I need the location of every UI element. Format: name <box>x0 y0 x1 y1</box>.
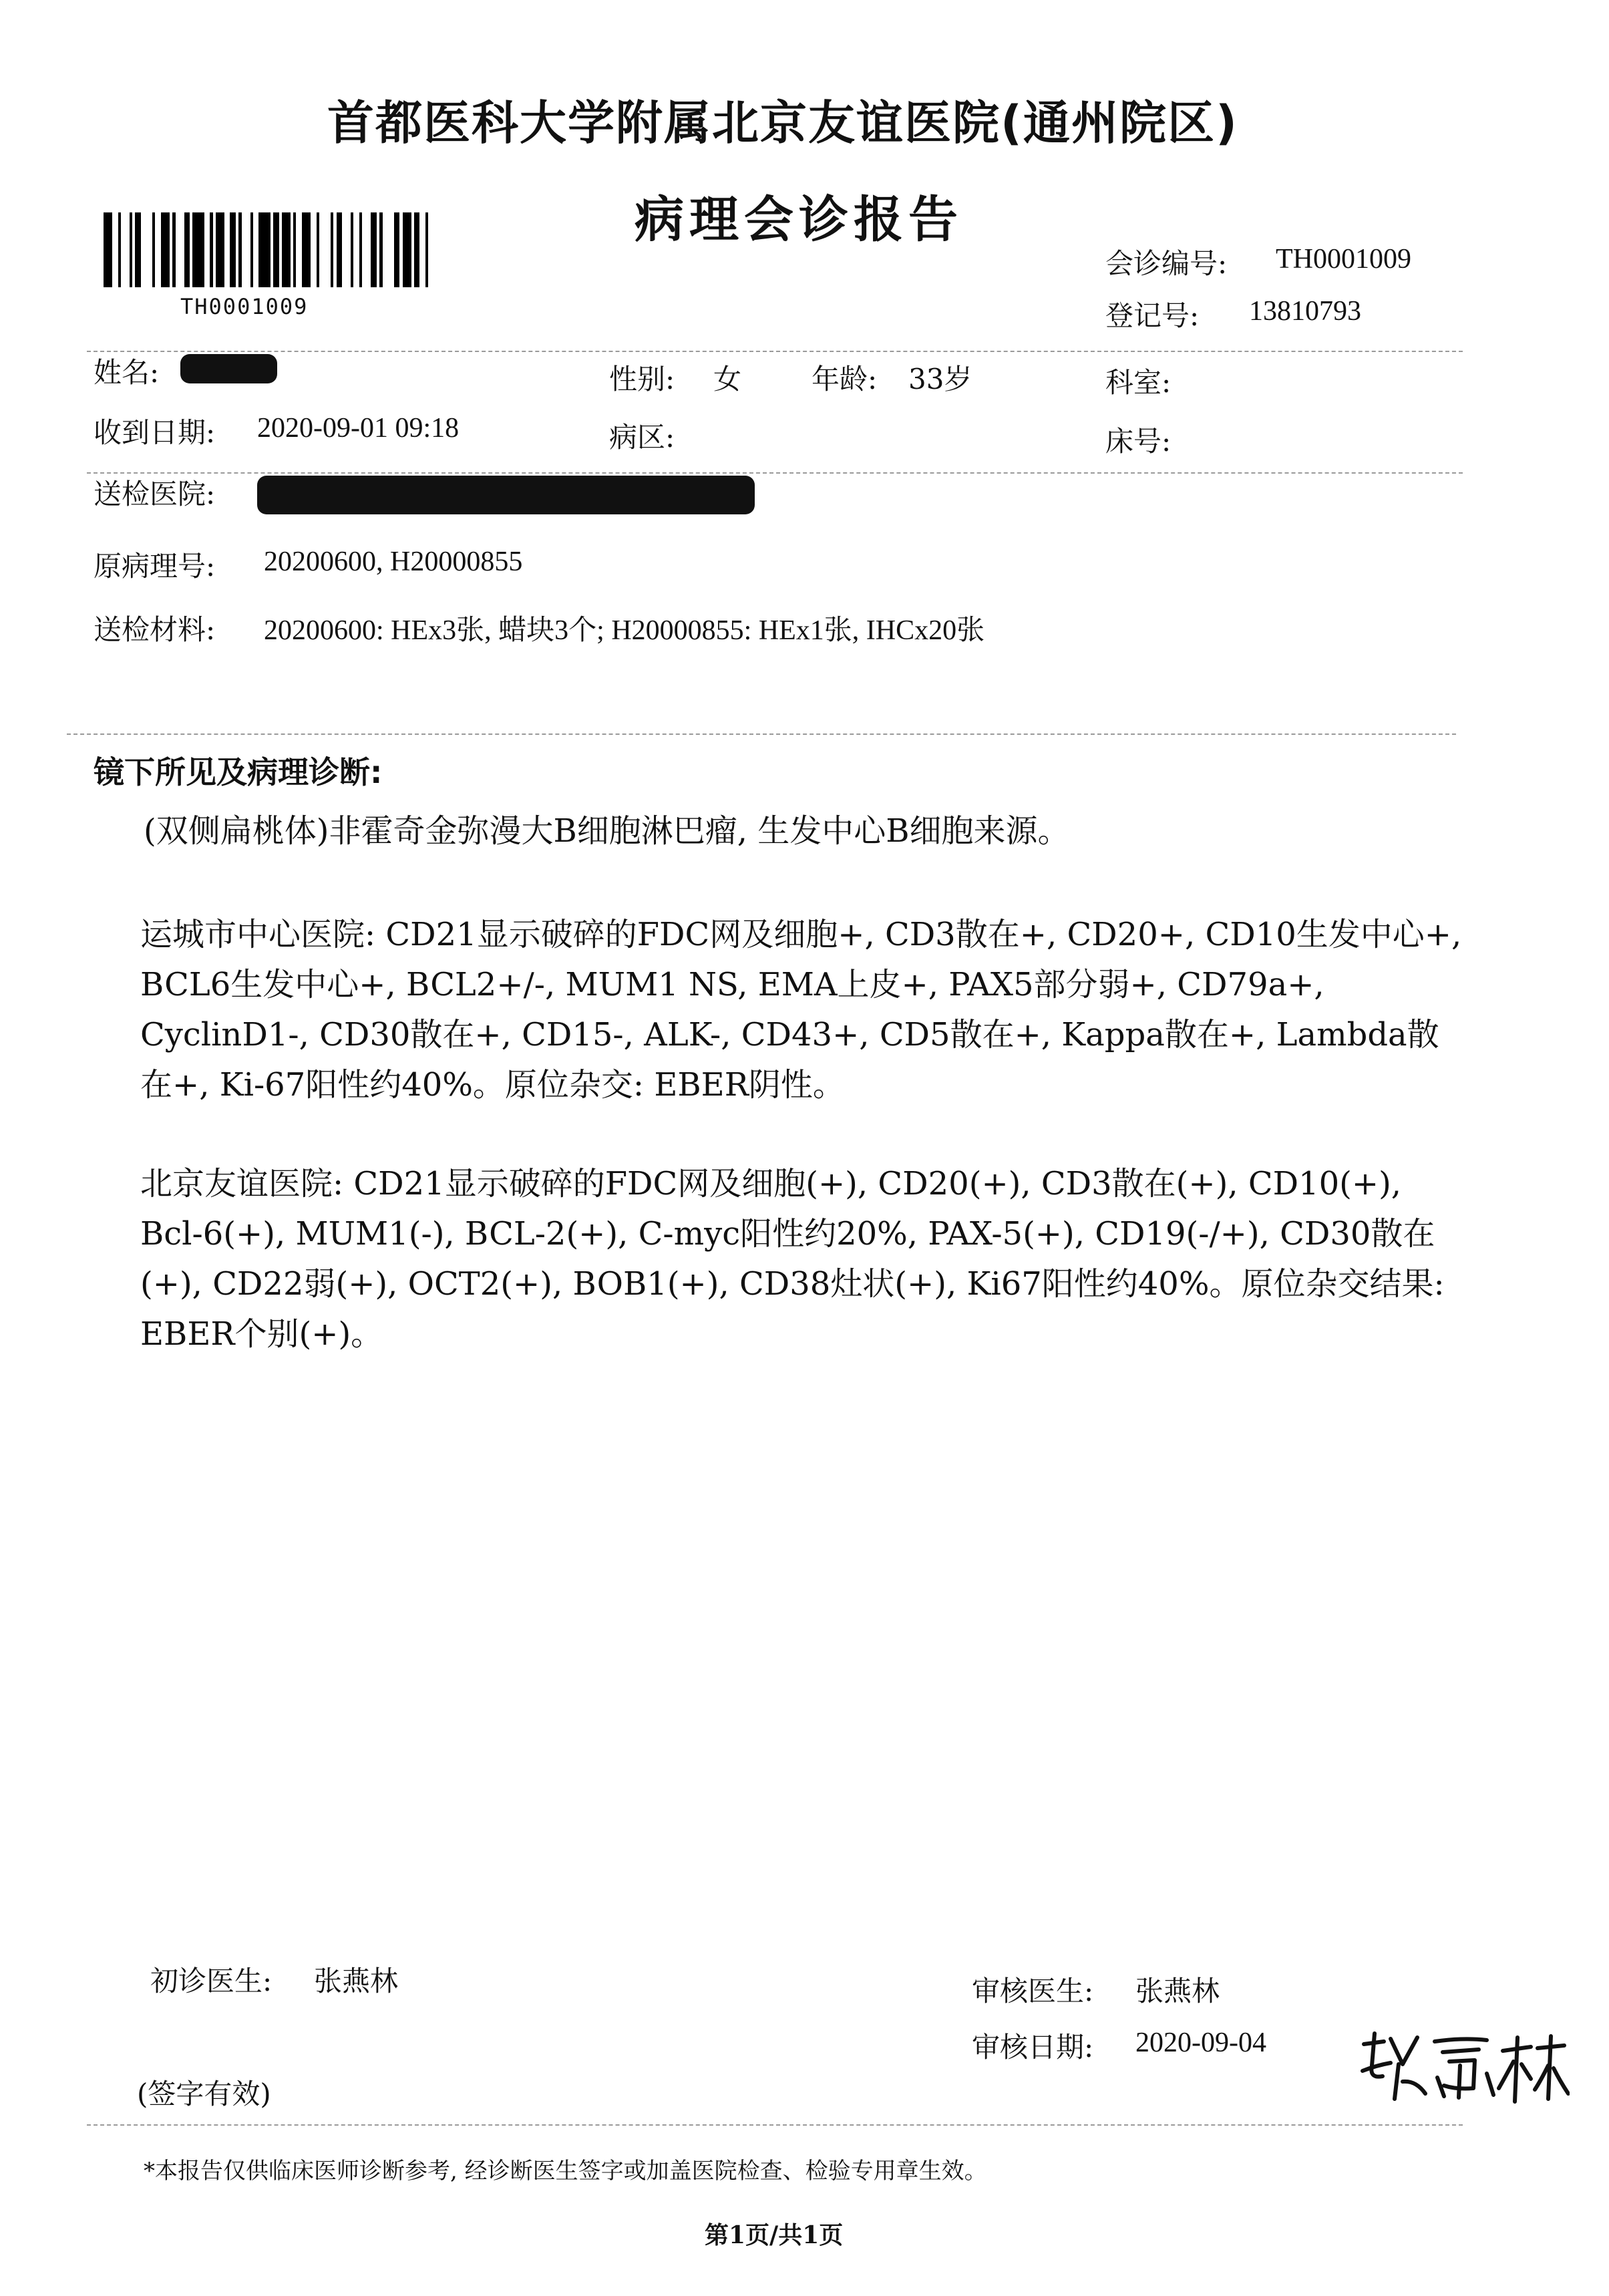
name-label: 姓名: <box>94 356 160 389</box>
page-number: 第1页/共1页 <box>705 2221 844 2249</box>
reviewer-name: 张燕林 <box>1135 1975 1220 2007</box>
received-value: 2020-09-01 09:18 <box>257 413 460 444</box>
reg-no: 13810793 <box>1249 296 1361 327</box>
yuncheng-findings: 运城市中心医院: CD21显示破碎的FDC网及细胞+, CD3散在+, CD20+, CD10生发中心+, BCL6生发中心+, BCL2+/-, MUM1 NS, EMA上皮+, PAX5部分弱+, CD79a+, CyclinD1-, CD30散在+, CD15-, ALK-, CD43+, CD5散在+, Kappa散在+, Lambda散在+, Ki-67阳性约40%。原位杂交: EBER阴性。 <box>140 916 1462 1104</box>
gender-label: 性别: <box>609 363 675 395</box>
barcode-text: TH0001009 <box>180 294 309 319</box>
consult-no: TH0001009 <box>1276 244 1411 275</box>
diagnosis-summary: (双侧扁桃体)非霍奇金弥漫大B细胞淋巴瘤, 生发中心B细胞来源。 <box>144 812 1070 850</box>
diagnosis-heading: 镜下所见及病理诊断: <box>94 754 383 790</box>
friendship-findings: 北京友谊医院: CD21显示破碎的FDC网及细胞(+), CD20(+), CD3散在(+), CD10(+), Bcl-6(+), MUM1(-), BCL-2(+), C-myc阳性约20%, PAX-5(+), CD19(-/+), CD30散在(+), CD22弱(+), OCT2(+), BOB1(+), CD38灶状(+), Ki67阳性约40%。原位杂交结果: EBER个别(+)。 <box>140 1165 1445 1353</box>
report-title: 病理会诊报告 <box>635 191 963 249</box>
reg-no-label: 登记号: <box>1105 299 1200 332</box>
review-date-value: 2020-09-04 <box>1135 2027 1266 2058</box>
divider-top <box>87 351 1463 352</box>
dept-label: 科室: <box>1105 366 1172 399</box>
consult-no-label: 会诊编号: <box>1105 247 1228 280</box>
initial-doctor-label: 初诊医生: <box>150 1965 273 1997</box>
age-value: 33岁 <box>908 363 972 395</box>
hospital-name: 首都医科大学附属北京友谊医院(通州院区) <box>327 96 1238 150</box>
sign-valid-note: (签字有效) <box>137 2078 271 2110</box>
material-value: 20200600: HEx3张, 蜡块3个; H20000855: HEx1张, IHCx20张 <box>264 615 985 646</box>
divider-mid <box>87 472 1463 474</box>
age-label: 年龄: <box>812 363 878 395</box>
sender-label: 送检医院: <box>94 478 216 510</box>
orig-no-label: 原病理号: <box>94 550 216 583</box>
initial-doctor-name: 张燕林 <box>314 1965 399 1997</box>
gender-value: 女 <box>713 363 742 395</box>
review-date-label: 审核日期: <box>972 2031 1094 2064</box>
material-label: 送检材料: <box>94 613 216 646</box>
reviewer-label: 审核医生: <box>972 1975 1094 2007</box>
redacted-name <box>180 354 277 383</box>
barcode <box>104 212 437 287</box>
handwritten-signature <box>1356 2024 1570 2111</box>
disclaimer: *本报告仅供临床医师诊断参考, 经诊断医生签字或加盖医院检查、检验专用章生效。 <box>144 2158 987 2184</box>
received-label: 收到日期: <box>94 416 216 449</box>
orig-no-value: 20200600, H20000855 <box>264 546 523 577</box>
ward-label: 病区: <box>609 421 675 454</box>
bed-label: 床号: <box>1105 425 1172 458</box>
divider-footer <box>87 2124 1463 2126</box>
divider-info <box>67 733 1456 735</box>
redacted-hospital <box>257 476 755 514</box>
